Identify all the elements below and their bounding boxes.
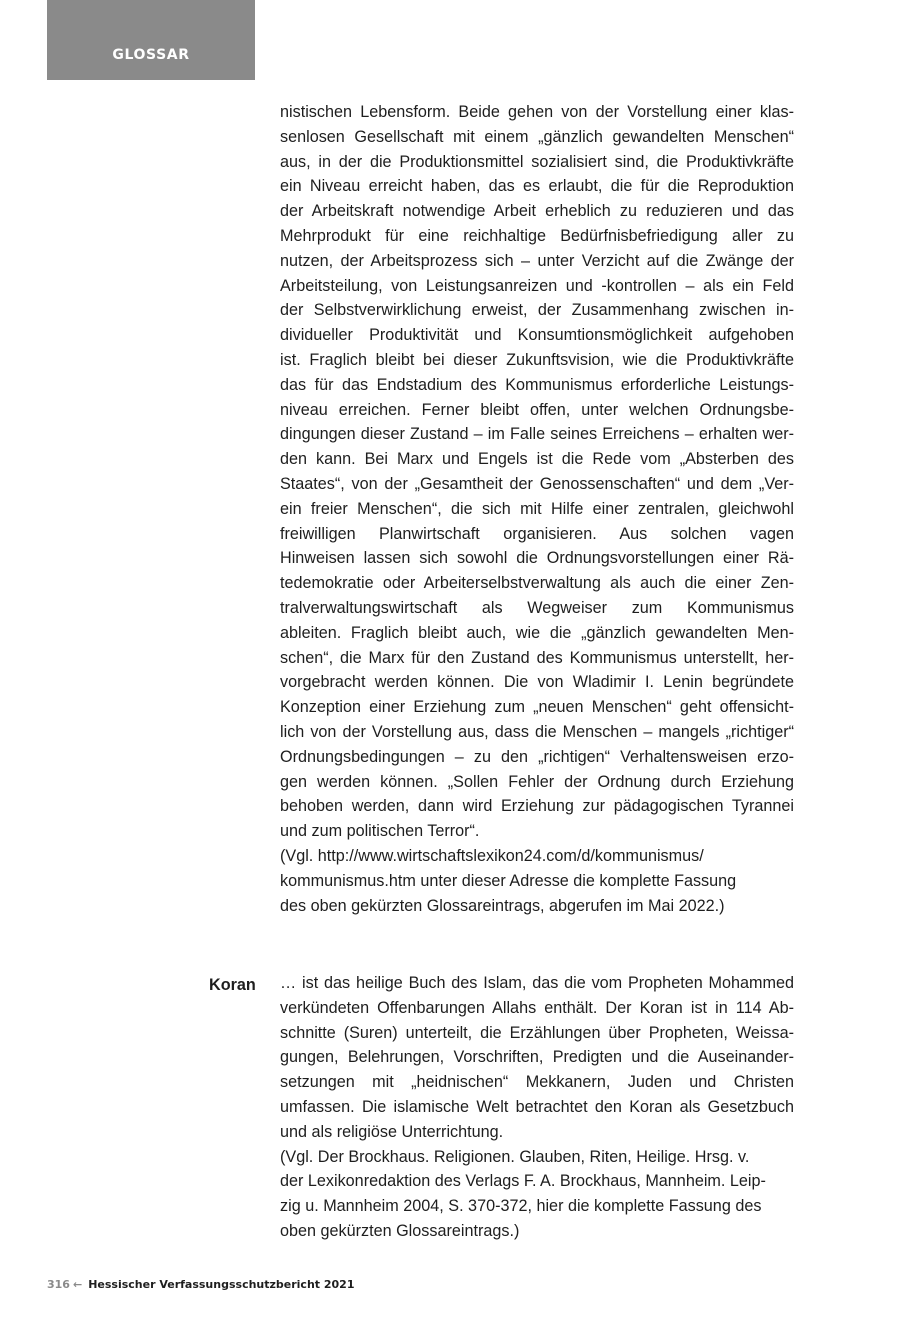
text-line: Konzeption einer Erziehung zum „neuen Menschen“ geht offensicht-: [280, 698, 794, 717]
text-line: senlosen Gesellschaft mit einem „gänzlich gewandelten Menschen“: [280, 127, 794, 146]
glossary-entry-continued: [280, 100, 794, 918]
text-line: tedemokratie oder Arbeiterselbstverwaltung als auch die einer Zen-: [280, 574, 794, 593]
text-line: ableiten. Fraglich bleibt auch, wie die „gänzlich gewandelten Men-: [280, 623, 794, 642]
entry-body-text: [280, 971, 794, 1145]
text-line: setzungen mit „heidnischen“ Mekkanern, Juden und Christen: [280, 1073, 794, 1092]
text-line: niveau erreichen. Ferner bleibt offen, unter welchen Ordnungsbe-: [280, 400, 794, 419]
page-number: 316: [47, 1278, 70, 1291]
reference-line: (Vgl. Der Brockhaus. Religionen. Glauben, Riten, Heilige. Hrsg. v.: [280, 1147, 750, 1166]
text-line: tralverwaltungswirtschaft als Wegweiser zum Kommunismus: [280, 598, 794, 617]
glossary-term-koran: Koran: [209, 976, 256, 994]
reference-line: oben gekürzten Glossareintrags.): [280, 1221, 520, 1240]
text-line: nistischen Lebensform. Beide gehen von der Vorstellung einer klas-: [280, 103, 794, 121]
text-line: nutzen, der Arbeitsprozess sich – unter Verzicht auf die Zwänge der: [280, 251, 794, 270]
text-line: Hinweisen lassen sich sowohl die Ordnungsvorstellungen einer Rä-: [280, 549, 794, 568]
text-line: der Arbeitskraft notwendige Arbeit erheblich zu reduzieren und das: [280, 202, 794, 221]
text-line: verkündeten Offenbarungen Allahs enthält. Der Koran ist in 114 Ab-: [280, 998, 794, 1017]
text-line: freiwilligen Planwirtschaft organisieren. Aus solchen vagen: [280, 524, 794, 543]
reference-line: der Lexikonredaktion des Verlags F. A. Brockhaus, Mannheim. Leip-: [280, 1172, 766, 1191]
reference-line: (Vgl. http://www.wirtschaftslexikon24.com/d/kommunismus/: [280, 846, 704, 865]
section-header-label: GLOSSAR: [112, 47, 190, 63]
text-line: vorgebracht werden können. Die von Wladimir I. Lenin begründete: [280, 673, 794, 692]
section-header-tab: [47, 0, 255, 80]
text-line: lich von der Vorstellung aus, dass die Menschen – mangels „richtiger“: [280, 722, 794, 741]
text-line: behoben werden, dann wird Erziehung zur pädagogischen Tyrannei: [280, 797, 794, 816]
text-line: umfassen. Die islamische Welt betrachtet den Koran als Gesetzbuch: [280, 1097, 794, 1116]
back-arrow-icon[interactable]: ←: [72, 1278, 83, 1291]
text-line: gungen, Belehrungen, Vorschriften, Predigten und die Auseinander-: [280, 1048, 794, 1067]
text-line: ein freier Menschen“, die sich mit Hilfe einer zentralen, gleichwohl: [280, 499, 794, 518]
text-line: Arbeitsteilung, von Leistungsanreizen und -kontrollen – als ein Feld: [280, 276, 794, 295]
text-line: den kann. Bei Marx und Engels ist die Rede vom „Absterben des: [280, 450, 794, 469]
entry-body-text: [280, 100, 794, 844]
entry-reference: [280, 844, 794, 918]
text-line: ist. Fraglich bleibt bei dieser Zukunftsvision, wie die Produktivkräfte: [280, 350, 794, 369]
page-footer: [47, 1278, 355, 1291]
text-line: und als religiöse Unterrichtung.: [280, 1122, 504, 1141]
reference-line: kommunismus.htm unter dieser Adresse die komplette Fassung: [280, 871, 737, 890]
glossary-entry-koran: [280, 971, 794, 1244]
reference-line: zig u. Mannheim 2004, S. 370-372, hier die komplette Fassung des: [280, 1197, 762, 1216]
text-line: dingungen dieser Zustand – im Falle seines Erreichens – erhalten wer-: [280, 425, 794, 444]
text-line: Mehrprodukt für eine reichhaltige Bedürfnisbefriedigung aller zu: [280, 226, 794, 245]
entry-reference: [280, 1145, 794, 1244]
text-line: Staates“, von der „Gesamtheit der Genossenschaften“ und dem „Ver-: [280, 474, 794, 493]
publication-title: Hessischer Verfassungsschutzbericht 2021: [88, 1278, 355, 1291]
text-line: Ordnungsbedingungen – zu den „richtigen“ Verhaltensweisen erzo-: [280, 747, 794, 766]
text-line: gen werden können. „Sollen Fehler der Ordnung durch Erziehung: [280, 772, 794, 791]
text-line: … ist das heilige Buch des Islam, das die vom Propheten Mohammed: [280, 974, 794, 992]
text-line: dividueller Produktivität und Konsumtionsmöglichkeit aufgehoben: [280, 326, 794, 345]
text-line: aus, in der die Produktionsmittel sozialisiert sind, die Produktivkräfte: [280, 152, 794, 171]
text-line: schen“, die Marx für den Zustand des Kommunismus unterstellt, her-: [280, 648, 794, 667]
reference-line: des oben gekürzten Glossareintrags, abgerufen im Mai 2022.): [280, 896, 725, 915]
text-line: das für das Endstadium des Kommunismus erforderliche Leistungs-: [280, 375, 794, 394]
text-line: der Selbstverwirklichung erweist, der Zusammenhang zwischen in-: [280, 301, 794, 320]
text-line: schnitte (Suren) unterteilt, die Erzählungen über Propheten, Weissa-: [280, 1023, 794, 1042]
text-line: und zum politischen Terror“.: [280, 822, 480, 841]
text-line: ein Niveau erreicht haben, das es erlaubt, die für die Reproduktion: [280, 177, 794, 196]
